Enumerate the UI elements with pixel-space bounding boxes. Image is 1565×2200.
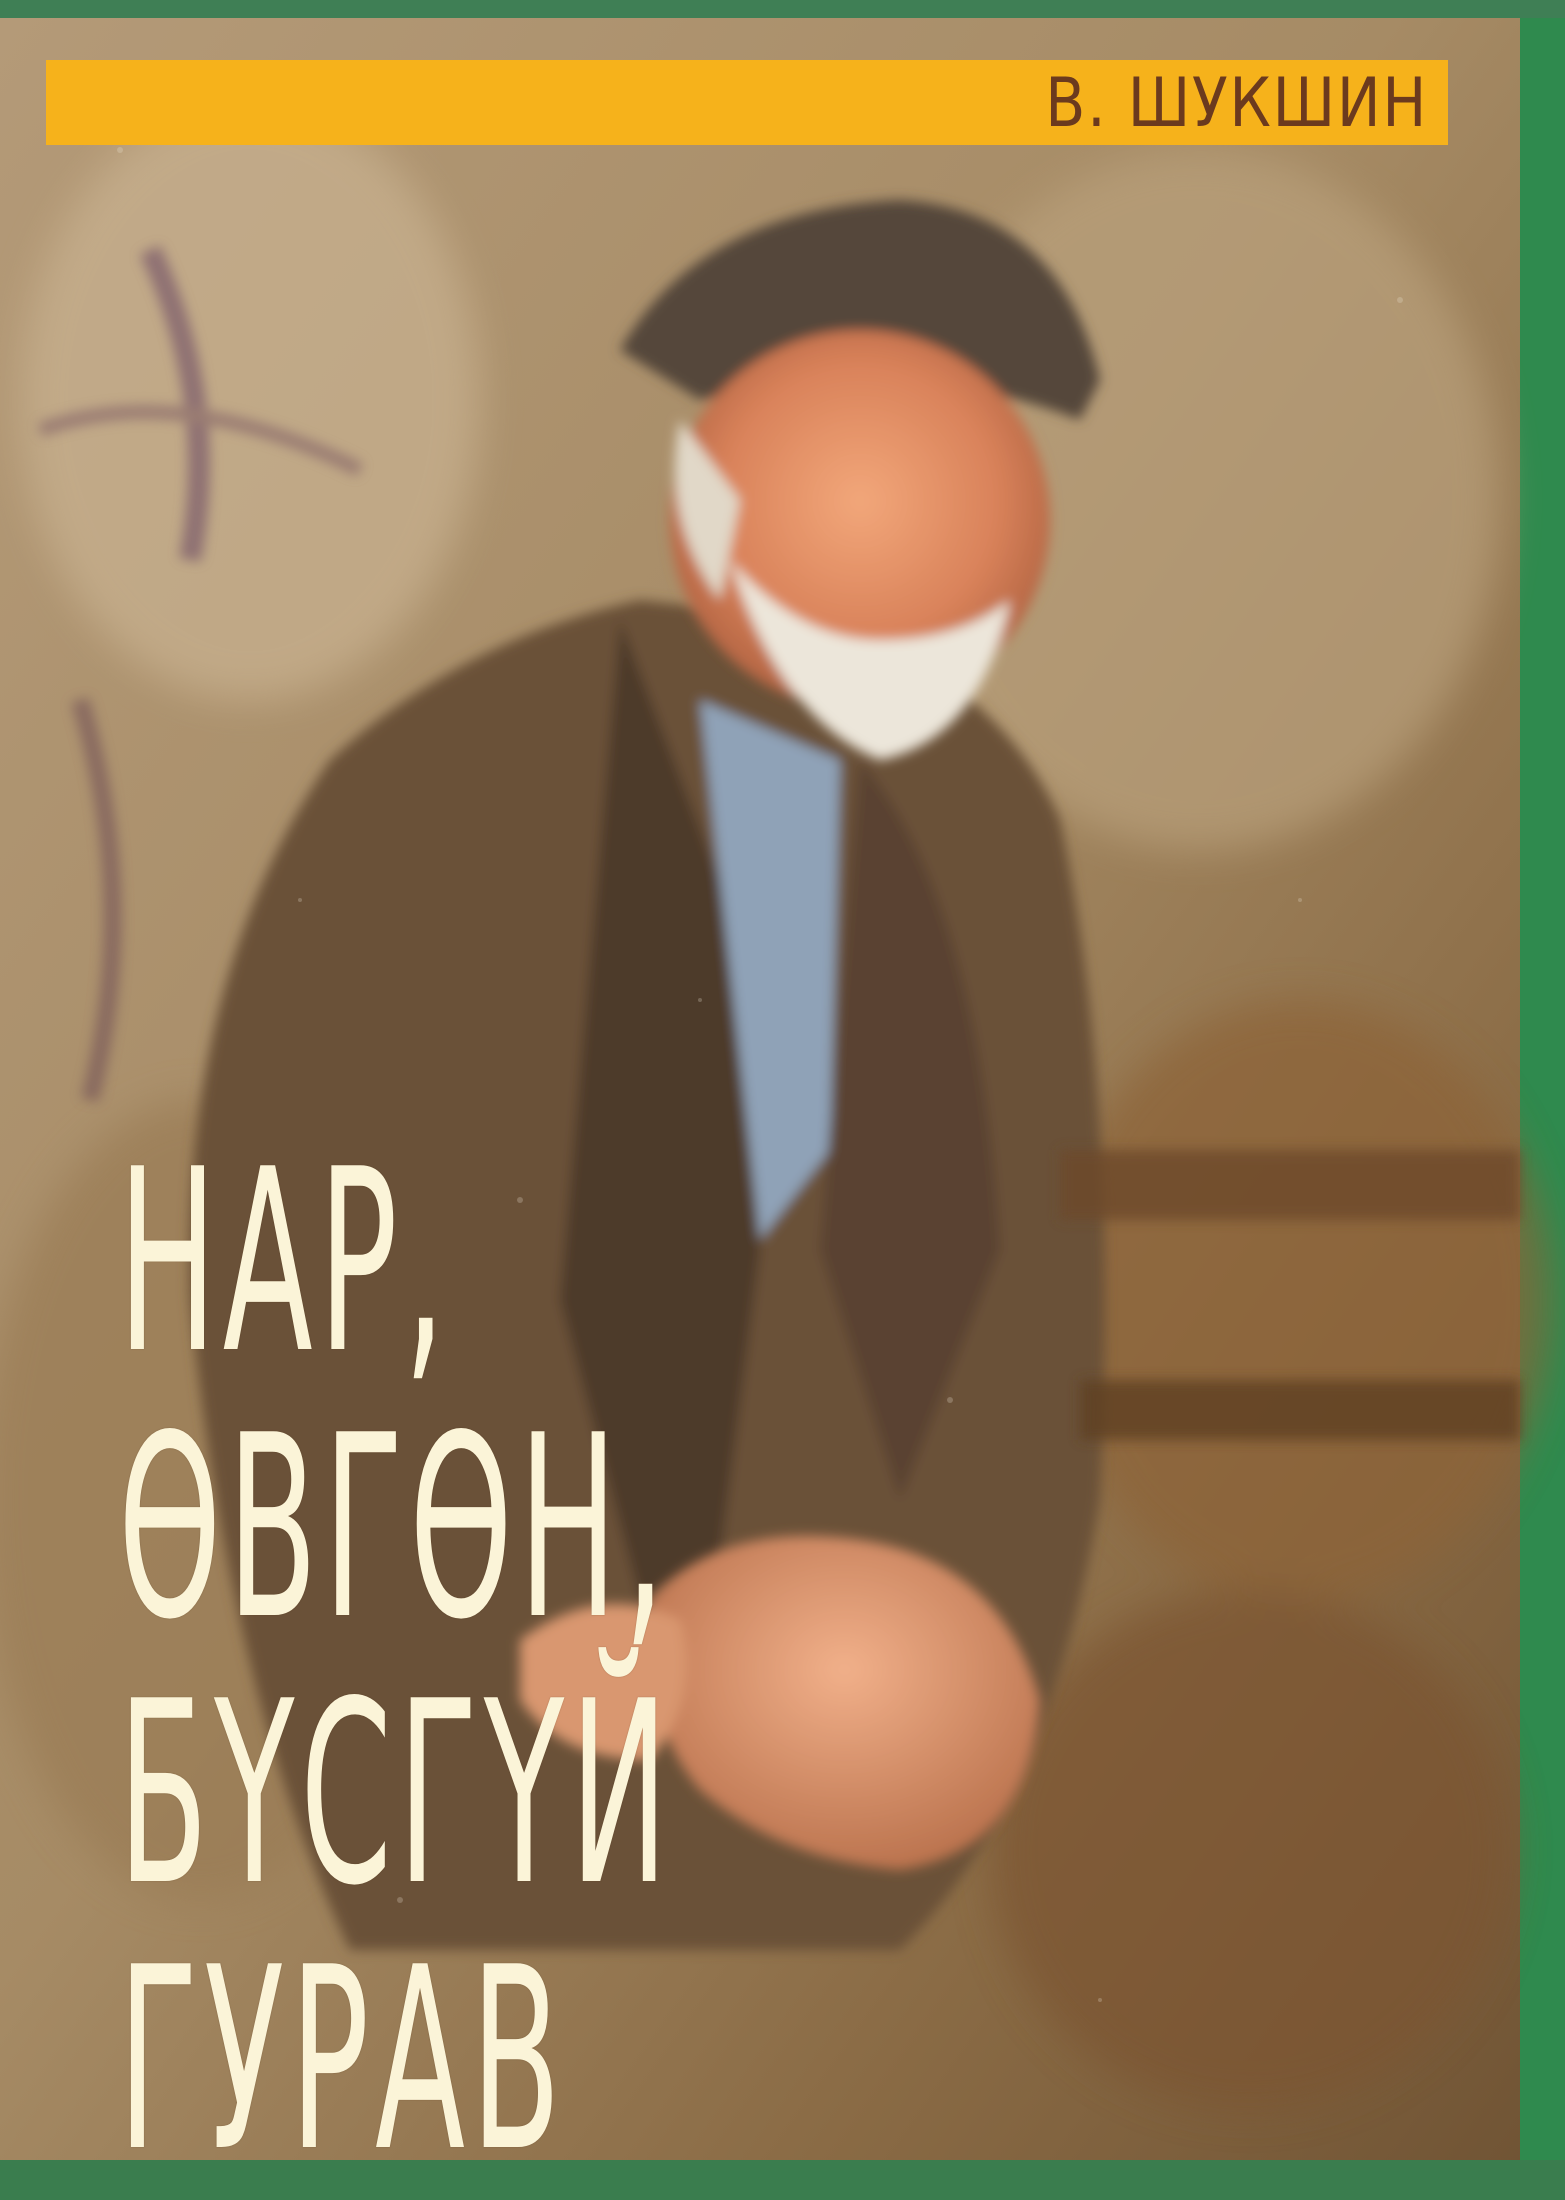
title-line-2: ӨВГӨН, <box>118 1382 671 1675</box>
title-line-1: НАР, <box>118 1116 452 1409</box>
author-banner <box>46 60 1448 145</box>
book-title <box>118 1116 1118 2200</box>
author-name: В. ШУКШИН <box>1045 64 1428 143</box>
title-line-4: ГУРАВ <box>118 1914 567 2200</box>
title-line-3: БҮСГҮЙ <box>118 1648 675 1941</box>
